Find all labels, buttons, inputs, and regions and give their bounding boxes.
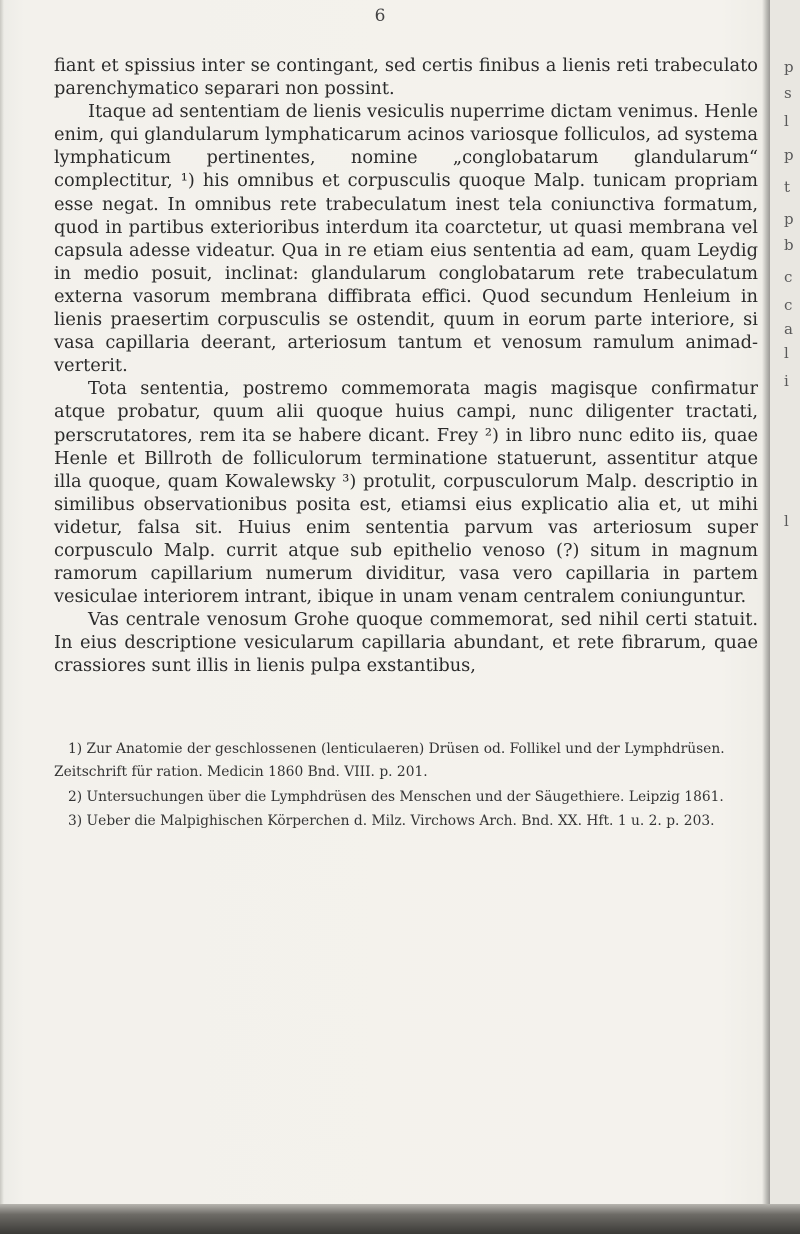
bleed-letter: c: [784, 296, 793, 314]
bleed-letter: t: [784, 178, 791, 196]
bleed-letter: l: [784, 344, 789, 362]
bleed-letter: p: [784, 58, 794, 76]
main-text: [54, 54, 758, 678]
footnote-3: 3) Ueber die Malpighischen Körperchen d. Milz. Virchows Arch. Bnd. XX. Hft. 1 u. 2. p. 203.: [68, 813, 715, 830]
bleed-letter: l: [784, 512, 789, 530]
page-left-edge: [0, 0, 4, 1234]
bleed-letter: c: [784, 268, 793, 286]
bleed-letter: p: [784, 210, 794, 228]
gutter-shadow: [762, 0, 770, 1234]
adjacent-page-edge: [770, 0, 800, 1234]
bleed-letter: i: [784, 372, 789, 390]
bleed-letter: p: [784, 146, 794, 164]
paragraph-1: fiant et spissius inter se contingant, sed certis finibus a lienis reti trabeculato parenchymatico separari non possint.: [54, 55, 758, 100]
paragraph-4: Vas centrale venosum Grohe quoque commemorat, sed nihil certi statuit. In eius descriptione vesicularum capillaria abundant, et rete fibrarum, quae crassiores sunt illis in lienis pulpa exstantibus,: [54, 609, 758, 677]
bleed-letter: b: [784, 236, 794, 254]
page-number: 6: [374, 6, 386, 26]
scan-bottom-edge: [0, 1204, 800, 1234]
footnotes: [54, 738, 758, 835]
footnote-1: 1) Zur Anatomie der geschlossenen (lenticulaeren) Drüsen od. Follikel und der Lymphdrüsen. Zeitschrift für ration. Medicin 1860 Bnd. VIII. p. 201.: [54, 741, 725, 780]
footnote-2: 2) Untersuchungen über die Lymphdrüsen des Menschen und der Säugethiere. Leipzig 1861.: [68, 788, 724, 805]
bleed-letter: s: [784, 84, 792, 102]
bleed-letter: l: [784, 112, 789, 130]
bleed-letter: a: [784, 320, 793, 338]
paragraph-2: Itaque ad sententiam de lienis vesiculis nuperrime dictam venimus. Henle enim, qui glandularum lymphaticarum acinos variosque folliculos, ad systema lymphaticum pertinentes, nomine „conglobatarum glandularum“ complectitur, ¹) his omnibus et corpusculis quoque Malp. tunicam propriam esse negat. In omnibus rete trabeculatum inest tela coniunctiva formatum, quod in partibus exterioribus interdum ita coarctetur, ut quasi membrana vel capsula adesse videatur. Qua in re etiam eius sententia ad eam, quam Leydig in medio posuit, inclinat: glandularum conglobatarum rete trabeculatum externa vasorum membrana diffibrata effici. Quod secundum Henleium in lienis praesertim corpusculis se ostendit, quum in eorum parte interiore, si vasa capillaria deerant, arteriosum tantum et venosum ramulum animadverterit.: [54, 101, 758, 377]
paragraph-3: Tota sententia, postremo commemorata magis magisque confirmatur atque probatur, quum alii quoque huius campi, nunc diligenter tractati, perscrutatores, rem ita se habere dicant. Frey ²) in libro nunc edito iis, quae Henle et Billroth de folliculorum terminatione statuerunt, assentitur atque illa quoque, quam Kowalewsky ³) protulit, corpusculorum Malp. descriptio in similibus observationibus posita est, etiamsi eius explicatio alia et, ut mihi videtur, falsa sit. Huius enim sententia parvum vas arteriosum super corpusculo Malp. currit atque sub epithelio venoso (?) situm in magnum ramorum capillarium numerum dividitur, vasa vero capillaria in partem vesiculae interiorem intrant, ibique in unam venam centralem coniunguntur.: [54, 378, 758, 608]
